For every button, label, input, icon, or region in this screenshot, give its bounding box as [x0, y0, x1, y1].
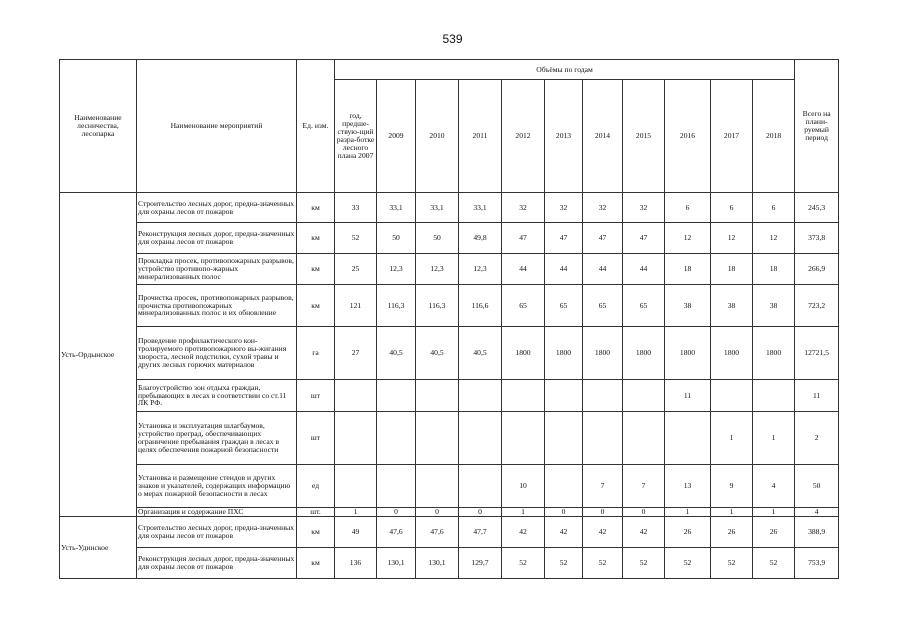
- value-cell: 1: [335, 508, 377, 517]
- value-cell: 6: [711, 193, 753, 223]
- value-cell: 116,3: [416, 285, 459, 327]
- value-cell: 7: [623, 465, 665, 508]
- value-cell: 33: [335, 193, 377, 223]
- value-cell: 65: [545, 285, 583, 327]
- value-cell: 1: [711, 412, 753, 465]
- total-cell: 245,3: [795, 193, 839, 223]
- value-cell: 130,1: [377, 548, 416, 579]
- value-cell: 1800: [711, 327, 753, 380]
- value-cell: [502, 380, 545, 412]
- total-cell: 2: [795, 412, 839, 465]
- total-cell: 266,9: [795, 254, 839, 285]
- measure-name: Строительство лесных дорог, предна-значенных для охраны лесов от пожаров: [137, 517, 297, 548]
- table-row: [60, 548, 839, 579]
- value-cell: [711, 380, 753, 412]
- value-cell: 121: [335, 285, 377, 327]
- value-cell: 25: [335, 254, 377, 285]
- value-cell: 52: [711, 548, 753, 579]
- value-cell: 18: [665, 254, 711, 285]
- measure-name: Реконструкция лесных дорог, предна-значенных для охраны лесов от пожаров: [137, 548, 297, 579]
- measure-name: Установка и эксплуатация шлагбаумов, устройство преград, обеспечивающих ограничение пребывания граждан в лесах в целях обеспечения пожарной безопасности: [137, 412, 297, 465]
- value-cell: 7: [583, 465, 623, 508]
- value-cell: [416, 465, 459, 508]
- header-year: 2011: [459, 80, 502, 193]
- value-cell: 42: [623, 517, 665, 548]
- table-row: [60, 517, 839, 548]
- measure-name: Благоустройство зон отдыха граждан, пребывающих в лесах в соответствии со ст.11 ЛК РФ.: [137, 380, 297, 412]
- value-cell: 9: [711, 465, 753, 508]
- value-cell: 33,1: [459, 193, 502, 223]
- value-cell: 10: [502, 465, 545, 508]
- unit-cell: км: [297, 223, 335, 254]
- header-year: 2015: [623, 80, 665, 193]
- measure-name: Реконструкция лесных дорог, предна-значенных для охраны лесов от пожаров: [137, 223, 297, 254]
- table-row: [60, 465, 839, 508]
- table-row: [60, 254, 839, 285]
- value-cell: 40,5: [416, 327, 459, 380]
- total-cell: 11: [795, 380, 839, 412]
- value-cell: 42: [583, 517, 623, 548]
- value-cell: [665, 412, 711, 465]
- header-forestry: Наименование лесничества, лесопарка: [60, 60, 137, 193]
- header-year: 2016: [665, 80, 711, 193]
- total-cell: 12721,5: [795, 327, 839, 380]
- header-volumes-by-year: Объёмы по годам: [335, 60, 795, 80]
- value-cell: 40,5: [459, 327, 502, 380]
- unit-cell: км: [297, 193, 335, 223]
- value-cell: 1800: [502, 327, 545, 380]
- table-row: [60, 223, 839, 254]
- measure-name: Установка и размещение стендов и других знаков и указателей, содержащих информацию о мерах пожарной безопасности в лесах: [137, 465, 297, 508]
- value-cell: 65: [623, 285, 665, 327]
- unit-cell: шт.: [297, 508, 335, 517]
- total-cell: 753,9: [795, 548, 839, 579]
- value-cell: 47,6: [416, 517, 459, 548]
- value-cell: 65: [583, 285, 623, 327]
- total-cell: 723,2: [795, 285, 839, 327]
- page-number: 539: [442, 32, 463, 46]
- value-cell: [416, 412, 459, 465]
- value-cell: 47: [623, 223, 665, 254]
- value-cell: 4: [753, 465, 795, 508]
- value-cell: 0: [459, 508, 502, 517]
- unit-cell: км: [297, 254, 335, 285]
- value-cell: 49: [335, 517, 377, 548]
- table-body: [60, 193, 839, 579]
- value-cell: 38: [753, 285, 795, 327]
- value-cell: [377, 465, 416, 508]
- value-cell: 130,1: [416, 548, 459, 579]
- unit-cell: км: [297, 517, 335, 548]
- unit-cell: ед: [297, 465, 335, 508]
- value-cell: 52: [335, 223, 377, 254]
- value-cell: 13: [665, 465, 711, 508]
- value-cell: 26: [753, 517, 795, 548]
- value-cell: 52: [583, 548, 623, 579]
- value-cell: [545, 412, 583, 465]
- unit-cell: км: [297, 285, 335, 327]
- value-cell: [335, 412, 377, 465]
- header-prev-year: год, предше-ствую-щий разра-ботке лесного плана 2007: [335, 80, 377, 193]
- value-cell: 47: [502, 223, 545, 254]
- value-cell: [459, 465, 502, 508]
- value-cell: 1: [502, 508, 545, 517]
- value-cell: 1800: [753, 327, 795, 380]
- value-cell: [459, 412, 502, 465]
- header-unit: Ед. изм.: [297, 60, 335, 193]
- forestry-measures-table: [59, 59, 839, 579]
- value-cell: 32: [545, 193, 583, 223]
- table-row: [60, 380, 839, 412]
- value-cell: 44: [583, 254, 623, 285]
- value-cell: 50: [416, 223, 459, 254]
- value-cell: [377, 380, 416, 412]
- value-cell: 47: [545, 223, 583, 254]
- header-year: 2014: [583, 80, 623, 193]
- value-cell: 116,6: [459, 285, 502, 327]
- value-cell: 32: [583, 193, 623, 223]
- value-cell: 26: [711, 517, 753, 548]
- value-cell: 44: [502, 254, 545, 285]
- total-cell: 388,9: [795, 517, 839, 548]
- value-cell: 42: [545, 517, 583, 548]
- forestry-name: Усть-Ордынское: [60, 193, 137, 517]
- header-year: 2018: [753, 80, 795, 193]
- value-cell: 12: [711, 223, 753, 254]
- value-cell: 12,3: [416, 254, 459, 285]
- value-cell: 1: [753, 508, 795, 517]
- value-cell: 12,3: [459, 254, 502, 285]
- value-cell: [583, 380, 623, 412]
- value-cell: 47,7: [459, 517, 502, 548]
- value-cell: 0: [377, 508, 416, 517]
- value-cell: 33,1: [416, 193, 459, 223]
- value-cell: 129,7: [459, 548, 502, 579]
- value-cell: [623, 380, 665, 412]
- value-cell: 11: [665, 380, 711, 412]
- value-cell: 1: [711, 508, 753, 517]
- unit-cell: шт: [297, 380, 335, 412]
- value-cell: [335, 465, 377, 508]
- value-cell: 32: [502, 193, 545, 223]
- forestry-name: Усть-Удинское: [60, 517, 137, 579]
- value-cell: 1: [665, 508, 711, 517]
- value-cell: [753, 380, 795, 412]
- value-cell: 0: [416, 508, 459, 517]
- value-cell: 12,3: [377, 254, 416, 285]
- measure-name: Строительство лесных дорог, предна-значенных для охраны лесов от пожаров: [137, 193, 297, 223]
- value-cell: 52: [502, 548, 545, 579]
- header-total: Всего на плани-руемый период: [795, 60, 839, 193]
- value-cell: 6: [753, 193, 795, 223]
- total-cell: 373,8: [795, 223, 839, 254]
- value-cell: 42: [502, 517, 545, 548]
- value-cell: 116,3: [377, 285, 416, 327]
- measure-name: Проведение профилактического кон-тролируемого противопожарного вы-жигания хвороста, лесной подстилки, сухой травы и других лесных горючих материалов: [137, 327, 297, 380]
- unit-cell: га: [297, 327, 335, 380]
- value-cell: 1: [753, 412, 795, 465]
- value-cell: 50: [377, 223, 416, 254]
- value-cell: 33,1: [377, 193, 416, 223]
- value-cell: 52: [665, 548, 711, 579]
- table-row: [60, 193, 839, 223]
- table-row: [60, 412, 839, 465]
- unit-cell: шт: [297, 412, 335, 465]
- header-year: 2017: [711, 80, 753, 193]
- table-row: [60, 508, 839, 517]
- value-cell: 38: [711, 285, 753, 327]
- value-cell: [377, 412, 416, 465]
- value-cell: 44: [545, 254, 583, 285]
- value-cell: 18: [753, 254, 795, 285]
- value-cell: 65: [502, 285, 545, 327]
- value-cell: 1800: [665, 327, 711, 380]
- value-cell: [459, 380, 502, 412]
- value-cell: 0: [583, 508, 623, 517]
- header-year: 2010: [416, 80, 459, 193]
- header-year: 2013: [545, 80, 583, 193]
- header-measure: Наименование мероприятий: [137, 60, 297, 193]
- value-cell: 52: [753, 548, 795, 579]
- value-cell: 47: [583, 223, 623, 254]
- value-cell: 44: [623, 254, 665, 285]
- value-cell: 26: [665, 517, 711, 548]
- total-cell: 50: [795, 465, 839, 508]
- value-cell: 52: [623, 548, 665, 579]
- value-cell: 6: [665, 193, 711, 223]
- value-cell: [502, 412, 545, 465]
- value-cell: [335, 380, 377, 412]
- value-cell: 12: [665, 223, 711, 254]
- value-cell: 47,6: [377, 517, 416, 548]
- measure-name: Прочистка просек, противопожарных разрывов, прочистка противопожарных минерализованных полос и их обновление: [137, 285, 297, 327]
- value-cell: [583, 412, 623, 465]
- value-cell: [416, 380, 459, 412]
- value-cell: 0: [623, 508, 665, 517]
- total-cell: 4: [795, 508, 839, 517]
- header-year: 2009: [377, 80, 416, 193]
- value-cell: [623, 412, 665, 465]
- header-year: 2012: [502, 80, 545, 193]
- value-cell: 0: [545, 508, 583, 517]
- value-cell: 12: [753, 223, 795, 254]
- value-cell: [545, 465, 583, 508]
- value-cell: 27: [335, 327, 377, 380]
- value-cell: 18: [711, 254, 753, 285]
- table-row: [60, 285, 839, 327]
- value-cell: 1800: [545, 327, 583, 380]
- table-row: [60, 327, 839, 380]
- value-cell: 1800: [623, 327, 665, 380]
- measure-name: Организация и содержание ПХС: [137, 508, 297, 517]
- value-cell: 1800: [583, 327, 623, 380]
- value-cell: 52: [545, 548, 583, 579]
- value-cell: 32: [623, 193, 665, 223]
- unit-cell: км: [297, 548, 335, 579]
- measure-name: Прокладка просек, противопожарных разрывов, устройство противопо-жарных минерализованных полос: [137, 254, 297, 285]
- value-cell: 136: [335, 548, 377, 579]
- value-cell: 49,8: [459, 223, 502, 254]
- value-cell: [545, 380, 583, 412]
- value-cell: 40,5: [377, 327, 416, 380]
- value-cell: 38: [665, 285, 711, 327]
